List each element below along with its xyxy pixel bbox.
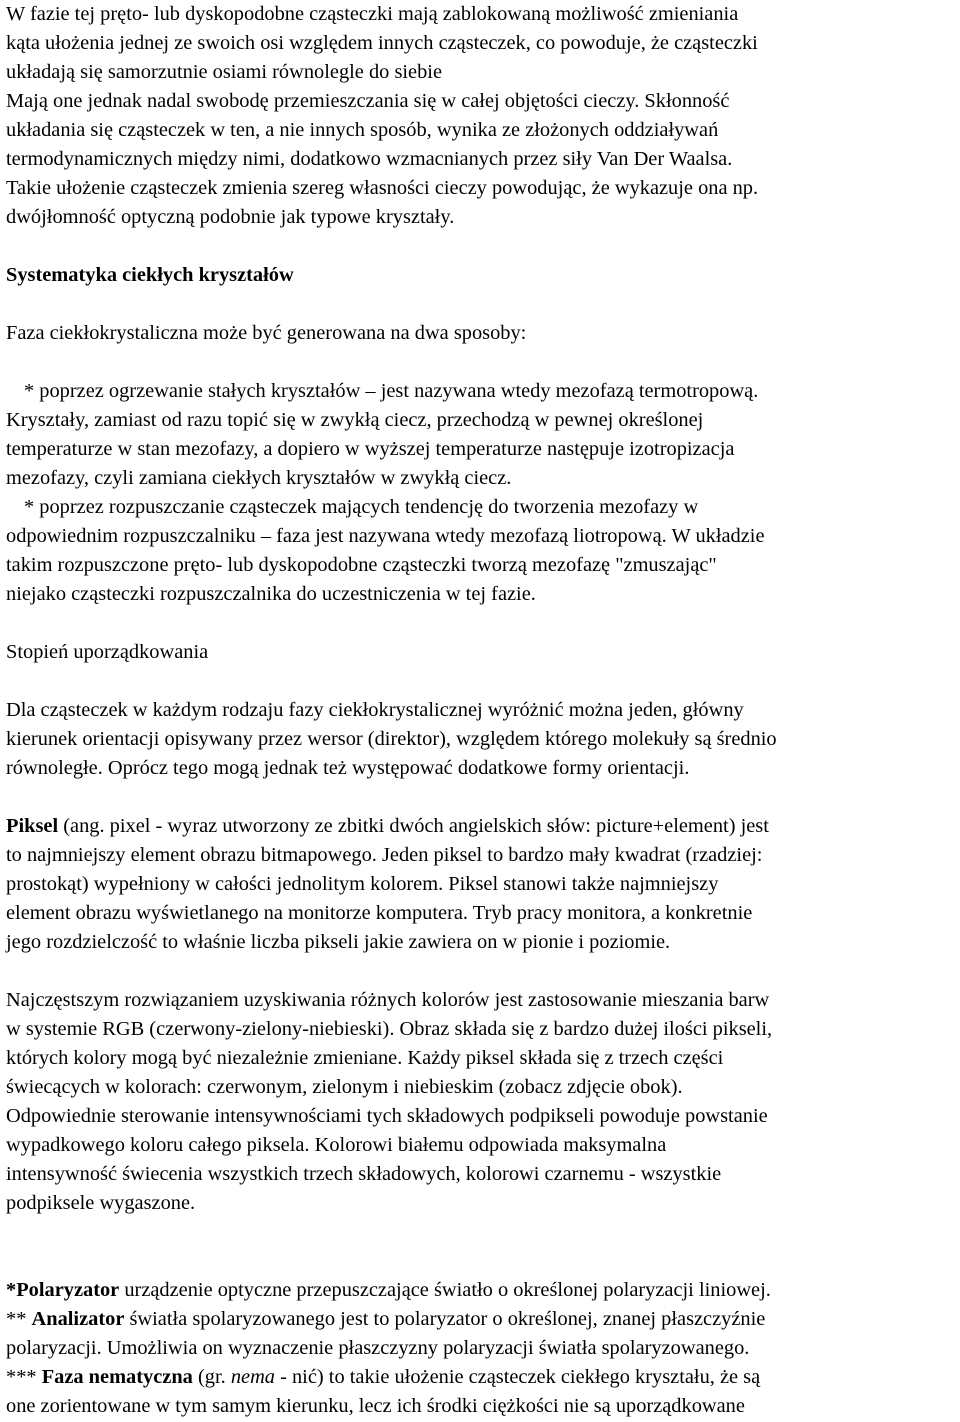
spacer — [6, 232, 956, 261]
list-item-line: * poprzez rozpuszczanie cząsteczek mających tendencję do tworzenia mezofazy w — [24, 496, 699, 518]
systematyka-item-thermotropic — [6, 377, 956, 493]
spacer — [6, 957, 956, 986]
spacer — [6, 609, 956, 638]
analizator-definition: światła spolaryzowanego jest to polaryzator o określonej, znanej płaszczyźnie — [124, 1308, 766, 1330]
spacer — [6, 1218, 956, 1276]
text-line: Najczęstszym rozwiązaniem uzyskiwania różnych kolorów jest zastosowanie mieszania barw — [6, 989, 770, 1011]
intro-paragraph — [6, 0, 956, 232]
text-line: dwójłomność optyczną podobnie jak typowe kryształy. — [6, 206, 455, 228]
text-line: W fazie tej pręto- lub dyskopodobne cząsteczki mają zablokowaną możliwość zmieniania — [6, 3, 739, 25]
piksel-term: Piksel — [6, 815, 59, 837]
text-line: one zorientowane w tym samym kierunku, lecz ich środki ciężkości nie są uporządkowane — [6, 1395, 745, 1417]
analizator-marker: ** — [6, 1308, 32, 1330]
analizator-term: Analizator — [31, 1308, 125, 1330]
stopien-paragraph — [6, 696, 956, 783]
text-line: wypadkowego koloru całego piksela. Kolorowi białemu odpowiada maksymalna — [6, 1134, 667, 1156]
text-line: intensywność świecenia wszystkich trzech składowych, kolorowi czarnemu - wszystkie — [6, 1163, 722, 1185]
systematyka-item-lyotropic — [6, 493, 956, 609]
text-line: Dla cząsteczek w każdym rodzaju fazy ciekłokrystalicznej wyróżnić można jeden, główny — [6, 699, 744, 721]
text-line: to najmniejszy element obrazu bitmapowego. Jeden piksel to bardzo mały kwadrat (rzadziej: — [6, 844, 763, 866]
footnotes — [6, 1276, 956, 1421]
text-line: układają się samorzutnie osiami równolegle do siebie — [6, 61, 443, 83]
section-heading-stopien: Stopień uporządkowania — [6, 641, 209, 663]
document-page — [6, 0, 956, 1421]
text-line: element obrazu wyświetlanego na monitorze komputera. Tryb pracy monitora, a konkretnie — [6, 902, 753, 924]
footnote-nematyczna — [6, 1363, 956, 1392]
text-line: temperaturze w stan mezofazy, a dopiero w wyższej temperaturze następuje izotropizacja — [6, 438, 735, 460]
footnote-polaryzator — [6, 1276, 956, 1305]
piksel-first-line — [6, 812, 956, 841]
nematyczna-greek-word: nema — [230, 1366, 275, 1388]
text-line: świecących w kolorach: czerwonym, zielonym i niebieskim (zobacz zdjęcie obok). — [6, 1076, 683, 1098]
text-line: mezofazy, czyli zamiana ciekłych kryształów w zwykłą ciecz. — [6, 467, 512, 489]
polaryzator-definition: urządzenie optyczne przepuszczające światło o określonej polaryzacji liniowej. — [119, 1279, 771, 1301]
piksel-paragraph — [6, 812, 956, 957]
text-line: Takie ułożenie cząsteczek zmienia szereg własności cieczy powodując, że wykazuje ona np. — [6, 177, 759, 199]
text-line: równoległe. Oprócz tego mogą jednak też występować dodatkowe formy orientacji. — [6, 757, 690, 779]
text-line: Mają one jednak nadal swobodę przemieszczania się w całej objętości cieczy. Skłonność — [6, 90, 730, 112]
nematyczna-marker: *** — [6, 1366, 42, 1388]
piksel-definition: (ang. pixel - wyraz utworzony ze zbitki dwóch angielskich słów: picture+element) jest — [58, 815, 769, 837]
text-line: kąta ułożenia jednej ze swoich osi względem innych cząsteczek, co powoduje, że cząsteczki — [6, 32, 758, 54]
text-line: układania się cząsteczek w ten, a nie innych sposób, wynika ze złożonych oddziaływań — [6, 119, 719, 141]
systematyka-lead: Faza ciekłokrystaliczna może być generowana na dwa sposoby: — [6, 322, 527, 344]
text-line: jego rozdzielczość to właśnie liczba pikseli jakie zawiera on w pionie i poziomie. — [6, 931, 671, 953]
text-line: kierunek orientacji opisywany przez wersor (direktor), względem którego molekuły są średnio — [6, 728, 777, 750]
nematyczna-term: Faza nematyczna — [41, 1366, 193, 1388]
text-line: odpowiednim rozpuszczalniku – faza jest nazywana wtedy mezofazą liotropową. W układzie — [6, 525, 765, 547]
polaryzator-term: *Polaryzator — [6, 1279, 120, 1301]
text-line: prostokąt) wypełniony w całości jednolitym kolorem. Piksel stanowi także najmniejszy — [6, 873, 719, 895]
nematyczna-definition: - nić) to takie ułożenie cząsteczek ciekłego kryształu, że są — [275, 1366, 761, 1388]
spacer — [6, 348, 956, 377]
text-line: Kryształy, zamiast od razu topić się w zwykłą ciecz, przechodzą w pewnej określonej — [6, 409, 704, 431]
spacer — [6, 667, 956, 696]
text-line: w systemie RGB (czerwony-zielony-niebieski). Obraz składa się z bardzo dużej ilości pikseli, — [6, 1018, 773, 1040]
text-line: termodynamicznych między nimi, dodatkowo wzmacnianych przez siły Van Der Waalsa. — [6, 148, 733, 170]
spacer — [6, 783, 956, 812]
list-item-line: * poprzez ogrzewanie stałych kryształów – jest nazywana wtedy mezofazą termotropową. — [24, 380, 759, 402]
kolory-paragraph — [6, 986, 956, 1218]
nematyczna-paren: (gr. — [192, 1366, 231, 1388]
section-heading-systematyka: Systematyka ciekłych kryształów — [6, 264, 294, 286]
text-line: polaryzacji. Umożliwia on wyznaczenie płaszczyzny polaryzacji światła spolaryzowanego. — [6, 1337, 750, 1359]
text-line: podpiksele wygaszone. — [6, 1192, 196, 1214]
footnote-analizator — [6, 1305, 956, 1334]
spacer — [6, 290, 956, 319]
text-line: Odpowiednie sterowanie intensywnościami tych składowych podpikseli powoduje powstanie — [6, 1105, 768, 1127]
text-line: niejako cząsteczki rozpuszczalnika do uczestniczenia w tej fazie. — [6, 583, 536, 605]
text-line: takim rozpuszczone pręto- lub dyskopodobne cząsteczki tworzą mezofazę "zmuszając" — [6, 554, 717, 576]
text-line: których kolory mogą być niezależnie zmieniane. Każdy piksel składa się z trzech części — [6, 1047, 724, 1069]
